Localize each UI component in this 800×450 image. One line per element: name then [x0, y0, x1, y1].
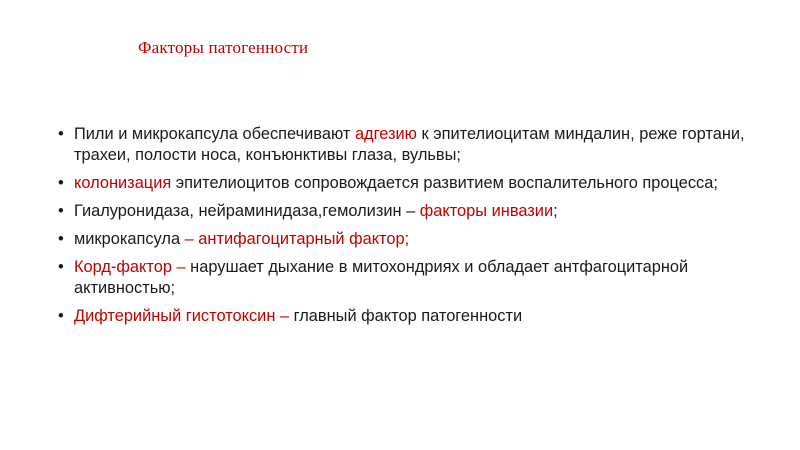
- bullet-text-segment: главный фактор патогенности: [293, 307, 523, 325]
- slide-title: Факторы патогенности: [138, 38, 309, 57]
- bullet-item: [58, 257, 758, 299]
- bullet-item: [58, 124, 758, 166]
- bullet-text-highlight: Корд-фактор –: [74, 258, 191, 276]
- bullet-item: [58, 173, 758, 194]
- bullet-text-segment: Гиалуронидаза, нейраминидаза,гемолизин –: [74, 202, 420, 220]
- bullet-text-highlight: Дифтерийный гистотоксин –: [74, 307, 294, 325]
- bullet-item: [58, 229, 758, 250]
- bullet-text-segment: нарушает дыхание в митохондриях и обладает антфагоцитарной активностью;: [74, 258, 689, 297]
- bullet-text-segment: Пили и микрокапсула обеспечивают: [74, 125, 355, 143]
- bullet-list: [58, 124, 758, 334]
- bullet-item: [58, 306, 758, 327]
- bullet-text-highlight: факторы инвазии: [419, 202, 554, 220]
- bullet-text-highlight: колонизация: [74, 174, 172, 192]
- bullet-text-segment: микрокапсула: [74, 230, 185, 248]
- bullet-text-segment: ;: [553, 202, 558, 220]
- bullet-text-segment: к эпителиоцитам миндалин, реже гортани, трахеи, полости носа, конъюнктивы глаза, вульвы;: [74, 125, 745, 164]
- bullet-text-highlight: – антифагоцитарный фактор;: [184, 230, 410, 248]
- bullet-text-highlight: адгезию: [354, 125, 417, 143]
- bullet-item: [58, 201, 758, 222]
- bullet-text-segment: эпителиоцитов сопровождается развитием воспалительного процесса;: [171, 174, 718, 192]
